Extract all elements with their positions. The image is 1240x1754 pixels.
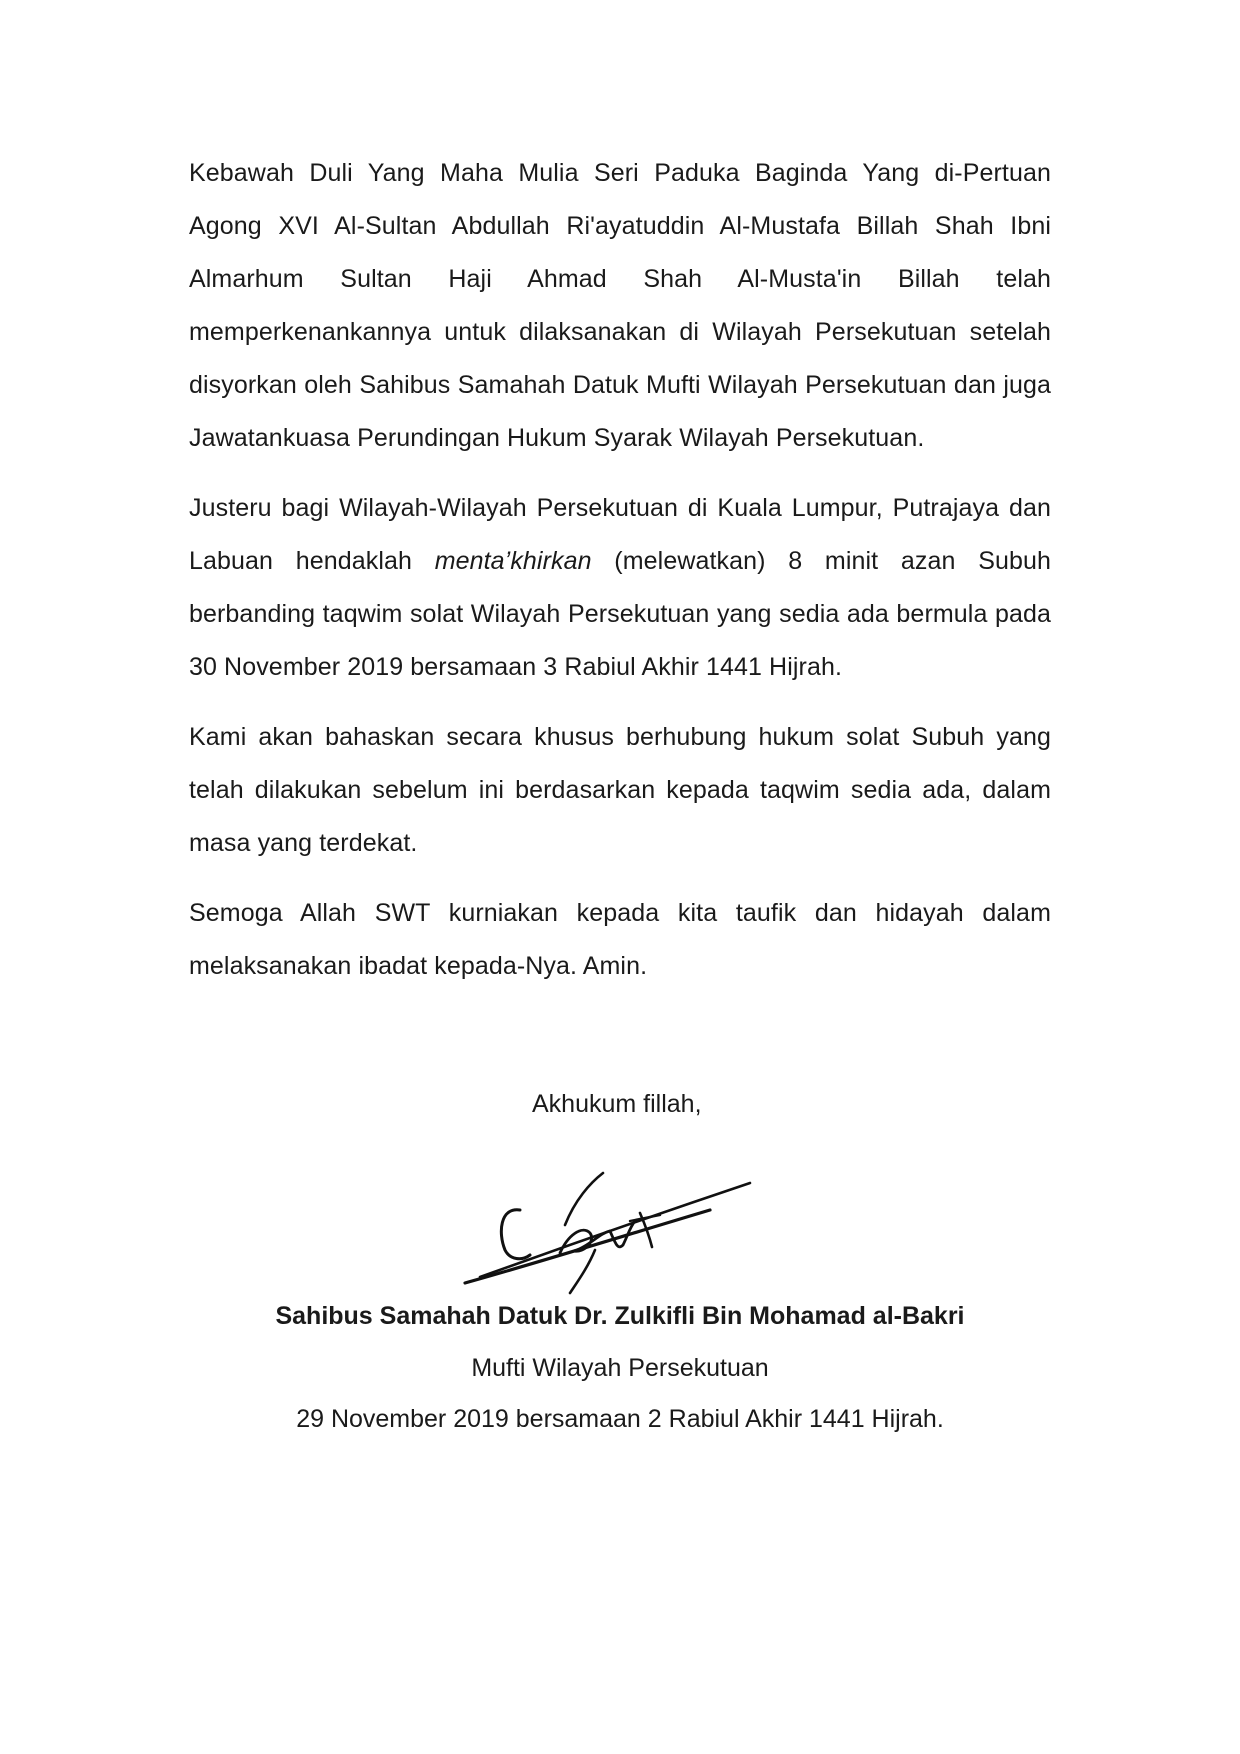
italic-term: menta’khirkan xyxy=(434,547,592,575)
signing-date: 29 November 2019 bersamaan 2 Rabiul Akhir 1441 Hijrah. xyxy=(296,1405,944,1433)
paragraph-azan-delay-part2: (melewatkan) 8 minit azan Subuh berbanding taqwim solat Wilayah Persekutuan yang sedia ada bermula pada 30 November 2019 bersamaan 3 Rabiul Akhir 1441 Hijrah. xyxy=(189,547,1051,681)
paragraph-discussion: Kami akan bahaskan secara khusus berhubung hukum solat Subuh yang telah dilakukan sebelum ini berdasarkan kepada taqwim sedia ada, dalam masa yang terdekat. xyxy=(189,723,1051,857)
salutation: Akhukum fillah, xyxy=(532,1090,702,1118)
paragraph-prayer: Semoga Allah SWT kurniakan kepada kita taufik dan hidayah dalam melaksanakan ibadat kepada-Nya. Amin. xyxy=(189,899,1051,980)
paragraph-royal-consent: Kebawah Duli Yang Maha Mulia Seri Paduka Baginda Yang di-Pertuan Agong XVI Al-Sultan Abdullah Ri'ayatuddin Al-Mustafa Billah Shah Ibni Almarhum Sultan Haji Ahmad Shah Al-Musta'in Billah telah memperkenankannya untuk dilaksanakan di Wilayah Persekutuan setelah disyorkan oleh Sahibus Samahah Datuk Mufti Wilayah Persekutuan dan juga Jawatankuasa Perundingan Hukum Syarak Wilayah Persekutuan. xyxy=(189,159,1051,452)
signer-name: Sahibus Samahah Datuk Dr. Zulkifli Bin Mohamad al-Bakri xyxy=(275,1302,965,1330)
signer-title: Mufti Wilayah Persekutuan xyxy=(471,1354,769,1382)
paragraph-azan-delay-part1: Justeru bagi Wilayah-Wilayah Persekutuan di Kuala Lumpur, Putrajaya dan Labuan hendaklah xyxy=(189,494,1051,575)
letter-body xyxy=(189,147,1051,1010)
paragraph-azan-delay xyxy=(189,482,1051,694)
handwritten-signature xyxy=(460,1155,760,1295)
